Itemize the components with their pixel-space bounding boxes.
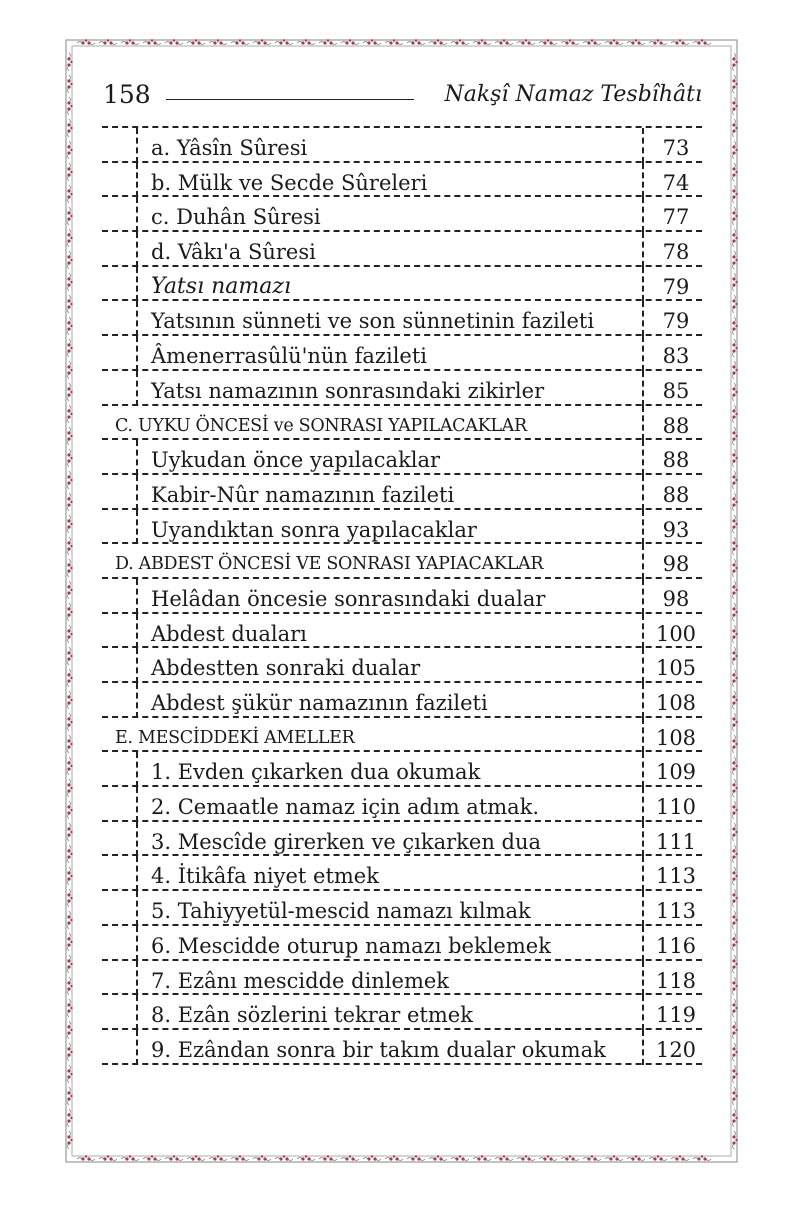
toc-entry-title: c. Duhân Sûresi xyxy=(151,205,321,230)
toc-entry-page-number: 116 xyxy=(655,933,697,958)
indent-divider xyxy=(136,683,138,718)
toc-entry-title: 7. Ezânı mescidde dinlemek xyxy=(151,968,450,993)
page-column-divider xyxy=(642,475,644,510)
page-number: 158 xyxy=(103,80,151,109)
toc-entry-page-number: 110 xyxy=(655,795,697,820)
toc-row xyxy=(102,371,702,406)
running-head-book-title: Nakşî Namaz Tesbîhâtı xyxy=(444,82,702,107)
toc-entry-page-number: 78 xyxy=(662,240,690,265)
toc-entry-title: Uykudan önce yapılacaklar xyxy=(151,448,441,473)
toc-entry-page-number: 73 xyxy=(662,136,690,160)
toc-entry-page-number: 88 xyxy=(662,482,690,507)
toc-entry-page-number: 111 xyxy=(655,829,697,854)
toc-row xyxy=(102,128,702,163)
page-column-divider xyxy=(642,301,644,336)
toc-row xyxy=(102,926,702,961)
toc-entry-page-number: 74 xyxy=(662,170,690,195)
indent-divider xyxy=(136,961,138,996)
page-column-divider xyxy=(642,232,644,267)
page-column-divider xyxy=(642,371,644,406)
page-column-divider xyxy=(642,1030,644,1065)
indent-divider xyxy=(136,995,138,1030)
page-column-divider xyxy=(642,197,644,232)
toc-row xyxy=(102,1030,702,1065)
page-column-divider xyxy=(642,961,644,996)
toc-entry-title: 9. Ezândan sonra bir takım dualar okumak xyxy=(151,1037,606,1062)
indent-divider xyxy=(136,336,138,371)
toc-entry-title: C. UYKU ÖNCESİ ve SONRASI YAPILACAKLAR xyxy=(115,415,527,436)
toc-row xyxy=(102,787,702,822)
toc-row xyxy=(102,406,702,441)
toc-entry-page-number: 113 xyxy=(655,864,697,889)
toc-row xyxy=(102,232,702,267)
page-column-divider xyxy=(642,163,644,198)
toc-row xyxy=(102,683,702,718)
indent-divider xyxy=(136,475,138,510)
toc-entry-page-number: 108 xyxy=(655,725,697,750)
page-column-divider xyxy=(642,752,644,787)
page-column-divider xyxy=(642,787,644,822)
page-column-divider xyxy=(642,683,644,718)
indent-divider xyxy=(136,371,138,406)
page-column-divider xyxy=(642,336,644,371)
toc-entry-page-number: 79 xyxy=(662,274,690,299)
toc-entry-page-number: 100 xyxy=(655,621,697,646)
page-column-divider xyxy=(642,995,644,1030)
indent-divider xyxy=(136,267,138,302)
toc-entry-title: 8. Ezân sözlerini tekrar etmek xyxy=(151,1003,473,1028)
toc-entry-title: 4. İtikâfa niyet etmek xyxy=(151,864,379,889)
indent-divider xyxy=(136,510,138,545)
toc-entry-page-number: 113 xyxy=(655,899,697,924)
toc-row xyxy=(102,197,702,232)
toc-row xyxy=(102,336,702,371)
page-column-divider xyxy=(642,856,644,891)
toc-entry-page-number: 98 xyxy=(662,552,690,577)
toc-row xyxy=(102,267,702,302)
toc-row xyxy=(102,995,702,1030)
toc-entry-page-number: 93 xyxy=(662,517,690,542)
toc-entry-title: 6. Mescidde oturup namazı beklemek xyxy=(151,933,551,958)
page-column-divider xyxy=(642,579,644,614)
page-column-divider xyxy=(642,406,644,441)
toc-entry-page-number: 88 xyxy=(662,413,690,438)
toc-entry-title: Helâdan öncesie sonrasındaki dualar xyxy=(151,586,546,611)
indent-divider xyxy=(136,1030,138,1065)
toc-entry-title: Âmenerrasûlü'nün fazileti xyxy=(151,344,427,369)
toc-entry-title: a. Yâsîn Sûresi xyxy=(151,136,308,160)
page-column-divider xyxy=(642,510,644,545)
toc-entry-title: 1. Evden çıkarken dua okumak xyxy=(151,760,481,785)
page-column-divider xyxy=(642,822,644,857)
toc-row xyxy=(102,718,702,753)
toc-row xyxy=(102,544,702,579)
toc-entry-title: D. ABDEST ÖNCESİ VE SONRASI YAPIACAKLAR xyxy=(115,554,544,575)
toc-entry-page-number: 119 xyxy=(655,1003,697,1028)
indent-divider xyxy=(136,752,138,787)
page-column-divider xyxy=(642,128,644,163)
toc-row xyxy=(102,822,702,857)
toc-entry-page-number: 120 xyxy=(655,1037,697,1062)
toc-entry-page-number: 79 xyxy=(662,309,690,334)
toc-row xyxy=(102,163,702,198)
toc-row xyxy=(102,648,702,683)
toc-row xyxy=(102,752,702,787)
indent-divider xyxy=(136,822,138,857)
toc-entry-title: Yatsı namazının sonrasındaki zikirler xyxy=(151,378,545,403)
indent-divider xyxy=(136,648,138,683)
indent-divider xyxy=(136,787,138,822)
page-column-divider xyxy=(642,648,644,683)
toc-entry-page-number: 83 xyxy=(662,344,690,369)
indent-divider xyxy=(136,579,138,614)
toc-entry-title: 5. Tahiyyetül-mescid namazı kılmak xyxy=(151,899,531,924)
toc-entry-title: Yatsının sünneti ve son sünnetinin fazileti xyxy=(151,309,595,334)
indent-divider xyxy=(136,128,138,163)
table-of-contents xyxy=(102,126,702,1065)
toc-entry-title: Uyandıktan sonra yapılacaklar xyxy=(151,517,477,542)
toc-entry-title: Abdestten sonraki dualar xyxy=(151,656,421,681)
toc-entry-page-number: 105 xyxy=(655,656,697,681)
toc-entry-title: E. MESCİDDEKİ AMELLER xyxy=(115,727,355,748)
toc-row xyxy=(102,475,702,510)
indent-divider xyxy=(136,197,138,232)
toc-entry-title: b. Mülk ve Secde Sûreleri xyxy=(151,170,428,195)
toc-entry-page-number: 109 xyxy=(655,760,697,785)
toc-entry-page-number: 77 xyxy=(662,205,690,230)
toc-entry-page-number: 88 xyxy=(662,448,690,473)
header-rule xyxy=(166,99,414,100)
toc-entry-title: Abdest şükür namazının fazileti xyxy=(151,691,488,715)
toc-row xyxy=(102,440,702,475)
toc-row xyxy=(102,961,702,996)
toc-entry-page-number: 85 xyxy=(662,378,690,403)
toc-row xyxy=(102,891,702,926)
indent-divider xyxy=(136,301,138,336)
toc-row xyxy=(102,301,702,336)
page-column-divider xyxy=(642,718,644,753)
toc-entry-title: 2. Cemaatle namaz için adım atmak. xyxy=(151,795,540,820)
indent-divider xyxy=(136,891,138,926)
indent-divider xyxy=(136,856,138,891)
indent-divider xyxy=(136,614,138,649)
toc-entry-title: Kabir-Nûr namazının fazileti xyxy=(151,482,455,507)
toc-entry-page-number: 108 xyxy=(655,691,697,715)
toc-entry-title: Abdest duaları xyxy=(151,621,307,646)
page-column-divider xyxy=(642,267,644,302)
toc-row xyxy=(102,856,702,891)
toc-entry-title: d. Vâkı'a Sûresi xyxy=(151,240,316,265)
toc-entry-title: 3. Mescîde girerken ve çıkarken dua xyxy=(151,829,542,854)
indent-divider xyxy=(136,232,138,267)
toc-row xyxy=(102,510,702,545)
page-column-divider xyxy=(642,891,644,926)
toc-row xyxy=(102,579,702,614)
toc-entry-title: Yatsı namazı xyxy=(151,273,291,299)
page-column-divider xyxy=(642,614,644,649)
indent-divider xyxy=(136,440,138,475)
indent-divider xyxy=(136,926,138,961)
toc-row xyxy=(102,614,702,649)
page-column-divider xyxy=(642,440,644,475)
page-column-divider xyxy=(642,544,644,579)
toc-entry-page-number: 98 xyxy=(662,586,690,611)
toc-entry-page-number: 118 xyxy=(655,968,697,993)
page-column-divider xyxy=(642,926,644,961)
indent-divider xyxy=(136,163,138,198)
